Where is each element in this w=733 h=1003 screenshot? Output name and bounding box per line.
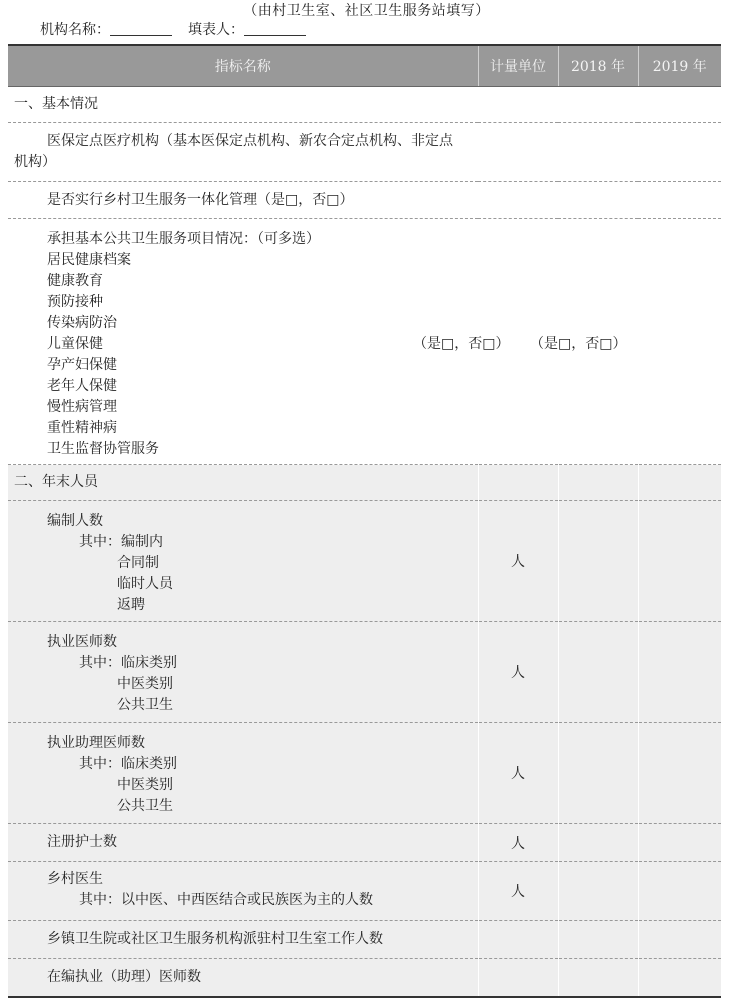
unit-cell [478, 959, 558, 998]
table-row [8, 824, 721, 862]
indicator-label: 编制人数 [47, 513, 103, 529]
indicator-sublabel: 合同制 [117, 555, 159, 571]
service-item: 预防接种 [47, 294, 103, 310]
service-item: 重性精神病 [47, 420, 117, 436]
table-row [8, 959, 721, 998]
col-indicator-header: 指标名称 [8, 45, 478, 87]
indicator-sublabel: 其中：编制内 [79, 534, 163, 550]
indicator-sublabel: 其中：临床类别 [79, 756, 177, 772]
table-row [8, 723, 721, 824]
col-2018-header: 2018 年 [558, 45, 638, 87]
form-subtitle: （由村卫生室、社区卫生服务站填写） [243, 3, 490, 19]
value-2019-cell[interactable] [638, 723, 721, 824]
indicator-sublabel: 其中：临床类别 [79, 655, 177, 671]
table-header-row [8, 45, 721, 87]
indicator-label: 执业助理医师数 [47, 735, 145, 751]
indicator-sublabel: 中医类别 [117, 777, 173, 793]
filler-label: 填表人： [188, 22, 244, 38]
org-name-blank[interactable] [110, 21, 172, 36]
unit-cell [478, 921, 558, 959]
value-2018-cell[interactable] [558, 622, 638, 723]
service-item-with-options [8, 334, 721, 355]
value-2018-cell[interactable] [558, 501, 638, 622]
table-row [8, 219, 721, 465]
indicator-sublabel: 公共卫生 [117, 697, 173, 713]
value-2019-cell[interactable] [638, 862, 721, 921]
section-title-staff: 二、年末人员 [14, 474, 98, 490]
form-meta [40, 21, 306, 39]
indicator-table [8, 44, 721, 998]
indicator-label: 执业医师数 [47, 634, 117, 650]
indicator-sublabel: 中医类别 [117, 676, 173, 692]
indicator-label: 注册护士数 [47, 834, 117, 850]
service-item: 卫生监督协管服务 [47, 441, 159, 457]
table-row [8, 622, 721, 723]
value-2019-cell[interactable] [638, 921, 721, 959]
value-2018-cell[interactable] [558, 465, 638, 501]
value-2019-cell[interactable] [638, 959, 721, 998]
value-2018-cell[interactable] [558, 723, 638, 824]
table-row [8, 182, 721, 219]
yesno-2019[interactable]: （是□，否□） [530, 336, 627, 352]
service-item: 慢性病管理 [47, 399, 117, 415]
section-row-basic [8, 87, 721, 123]
designated-institution-text: 医保定点医疗机构（基本医保定点机构、新农合定点机构、非定点机构） [14, 133, 453, 170]
integration-question: 是否实行乡村卫生服务一体化管理（是□，否□） [47, 192, 354, 208]
value-2019-cell[interactable] [638, 622, 721, 723]
unit-cell: 人 [478, 501, 558, 622]
value-2019-cell[interactable] [638, 501, 721, 622]
section-title-basic: 一、基本情况 [14, 96, 98, 112]
indicator-sublabel: 其中：以中医、中西医结合或民族医为主的人数 [79, 892, 373, 908]
table-row [8, 921, 721, 959]
service-item: 健康教育 [47, 273, 103, 289]
unit-cell: 人 [478, 723, 558, 824]
service-item: 老年人保健 [47, 378, 117, 394]
yesno-2018[interactable]: （是□，否□） [413, 336, 510, 352]
value-2019-cell[interactable] [638, 824, 721, 862]
value-2018-cell[interactable] [558, 959, 638, 998]
col-unit-header: 计量单位 [478, 45, 558, 87]
org-name-label: 机构名称： [40, 22, 110, 38]
service-item: 居民健康档案 [47, 252, 131, 268]
services-heading: 承担基本公共卫生服务项目情况：（可多选） [47, 231, 320, 247]
unit-cell: 人 [478, 824, 558, 862]
value-2018-cell[interactable] [558, 921, 638, 959]
indicator-sublabel: 返聘 [117, 597, 145, 613]
indicator-label: 乡村医生 [47, 871, 103, 887]
value-2018-cell[interactable] [558, 862, 638, 921]
value-2019-cell[interactable] [638, 465, 721, 501]
table-row [8, 123, 721, 182]
indicator-sublabel: 临时人员 [117, 576, 173, 592]
col-2019-header: 2019 年 [638, 45, 721, 87]
service-item: 孕产妇保健 [47, 357, 117, 373]
service-item: 传染病防治 [47, 315, 117, 331]
section-row-staff [8, 465, 721, 501]
value-2018-cell[interactable] [558, 824, 638, 862]
unit-cell: 人 [478, 862, 558, 921]
indicator-sublabel: 公共卫生 [117, 798, 173, 814]
unit-cell: 人 [478, 622, 558, 723]
unit-cell [478, 465, 558, 501]
service-item: 儿童保健 [47, 336, 103, 352]
table-row [8, 862, 721, 921]
filler-blank[interactable] [244, 21, 306, 36]
indicator-label: 在编执业（助理）医师数 [47, 969, 201, 985]
table-row [8, 501, 721, 622]
indicator-label: 乡镇卫生院或社区卫生服务机构派驻村卫生室工作人数 [47, 931, 383, 947]
